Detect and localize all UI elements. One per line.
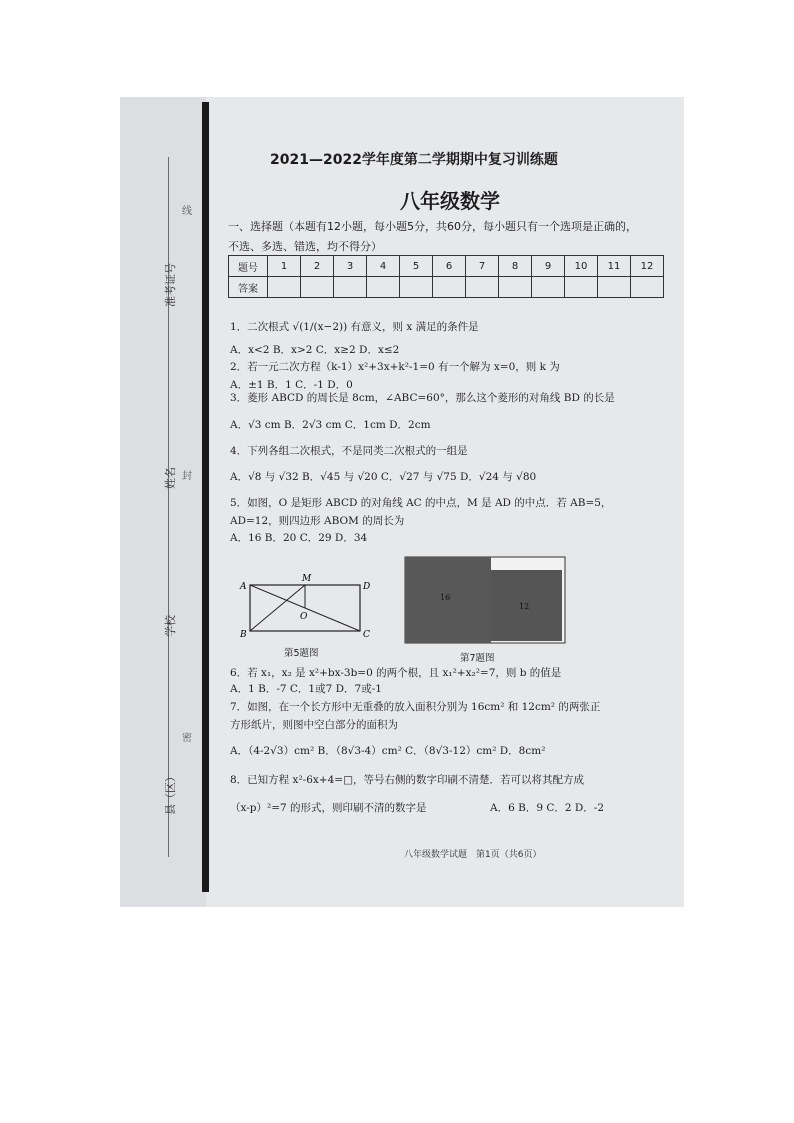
answer-cell	[565, 277, 598, 298]
table-cell: 10	[565, 256, 598, 277]
table-cell: 5	[400, 256, 433, 277]
page-footer: 八年级数学试题 第1页（共6页）	[404, 850, 542, 860]
table-cell: 6	[433, 256, 466, 277]
figure-7-caption: 第7题图	[460, 653, 495, 664]
question-2: 2．若一元二次方程（k-1）x²+3x+k²-1=0 有一个解为 x=0，则 k 为	[230, 361, 560, 373]
exam-page-content	[228, 97, 684, 907]
question-7-line-1: 7．如图，在一个长方形中无重叠的放入面积分别为 16cm² 和 12cm² 的两张正	[230, 701, 601, 713]
county-label: 县（区）	[164, 771, 177, 815]
question-4: 4．下列各组二次根式，不是同类二次根式的一组是	[230, 445, 468, 457]
cut-mark-line: 线	[182, 206, 192, 217]
name-label: 姓名	[164, 467, 177, 489]
answer-table-row-answers	[229, 277, 664, 298]
question-8-options: A．6 B．9 C．2 D．-2	[490, 802, 605, 814]
binding-margin	[120, 97, 206, 907]
question-6-options: A．1 B．-7 C．1或7 D．7或-1	[230, 683, 382, 695]
table-cell: 9	[532, 256, 565, 277]
question-3-options: A．√3 cm B．2√3 cm C．1cm D．2cm	[230, 419, 431, 431]
answer-cell	[466, 277, 499, 298]
figure-5-rectangle	[238, 571, 378, 641]
question-7-options: A．（4-2√3）cm² B．（8√3-4）cm² C．（8√3-12）cm² D．8cm²	[230, 745, 546, 757]
answer-cell	[268, 277, 301, 298]
label-a: A	[240, 582, 247, 592]
table-cell: 7	[466, 256, 499, 277]
table-cell: 8	[499, 256, 532, 277]
cut-mark-seal: 封	[182, 471, 192, 482]
big-square-area: 16	[440, 593, 451, 602]
table-cell: 4	[367, 256, 400, 277]
binding-line	[202, 102, 209, 892]
small-square-area: 12	[519, 602, 530, 611]
label-m: M	[302, 574, 312, 584]
question-8-line-1: 8．已知方程 x²-6x+4=□，等号右侧的数字印刷不清楚．若可以将其配方成	[230, 774, 584, 786]
figure-7-squares	[404, 556, 566, 646]
answer-cell	[532, 277, 565, 298]
question-6: 6．若 x₁，x₂ 是 x²+bx-3b=0 的两个根，且 x₁²+x₂²=7，则 b 的值是	[230, 667, 562, 679]
label-b: B	[240, 630, 247, 640]
question-1-options: A．x<2 B．x>2 C．x≥2 D．x≤2	[230, 344, 400, 356]
exam-title: 2021—2022学年度第二学期期中复习训练题	[270, 152, 558, 168]
question-5-line-1: 5．如图，O 是矩形 ABCD 的对角线 AC 的中点，M 是 AD 的中点．若 AB=5，	[230, 497, 612, 509]
question-3: 3．菱形 ABCD 的周长是 8cm，∠ABC=60°，那么这个菱形的对角线 BD 的长是	[230, 392, 615, 404]
question-4-options: A．√8 与 √32 B．√45 与 √20 C．√27 与 √75 D．√24 与 √80	[230, 471, 537, 483]
table-cell: 1	[268, 256, 301, 277]
question-7-line-2: 方形纸片，则图中空白部分的面积为	[230, 719, 398, 731]
table-header-cell: 答案	[229, 277, 268, 298]
section-heading	[228, 217, 684, 257]
answer-table	[228, 255, 664, 298]
table-cell: 11	[598, 256, 631, 277]
question-2-options: A．±1 B．1 C．-1 D．0	[230, 379, 353, 391]
question-5-line-2: AD=12，则四边形 ABOM 的周长为	[230, 515, 405, 527]
section-line-2: 不选、多选、错选，均不得分）	[228, 240, 382, 253]
table-cell: 12	[631, 256, 664, 277]
answer-table-row-numbers	[229, 256, 664, 277]
question-1: 1．二次根式 √(1/(x−2)) 有意义，则 x 满足的条件是	[230, 321, 479, 333]
question-5-options: A．16 B．20 C．29 D．34	[230, 532, 368, 544]
exam-subject: 八年级数学	[400, 189, 500, 213]
table-header-cell: 题号	[229, 256, 268, 277]
label-d: D	[363, 582, 371, 592]
table-cell: 3	[334, 256, 367, 277]
exam-number-label: 准考证号	[164, 263, 177, 307]
segment-bm	[250, 585, 305, 631]
answer-cell	[334, 277, 367, 298]
cut-mark-secret: 密	[182, 733, 192, 744]
figure-5-caption: 第5题图	[284, 648, 319, 659]
answer-cell	[433, 277, 466, 298]
section-line-1: 一、选择题（本题有12小题，每小题5分，共60分，每小题只有一个选项是正确的，	[228, 220, 637, 233]
answer-cell	[631, 277, 664, 298]
label-o: O	[300, 612, 308, 622]
school-label: 学校	[164, 615, 177, 637]
answer-cell	[301, 277, 334, 298]
question-8-line-2: （x-p）²=7 的形式，则印刷不清的数字是	[230, 802, 427, 814]
answer-cell	[499, 277, 532, 298]
answer-cell	[598, 277, 631, 298]
answer-cell	[400, 277, 433, 298]
answer-cell	[367, 277, 400, 298]
table-cell: 2	[301, 256, 334, 277]
exam-photo	[120, 97, 684, 907]
label-c: C	[363, 630, 370, 640]
margin-divider	[168, 157, 169, 857]
